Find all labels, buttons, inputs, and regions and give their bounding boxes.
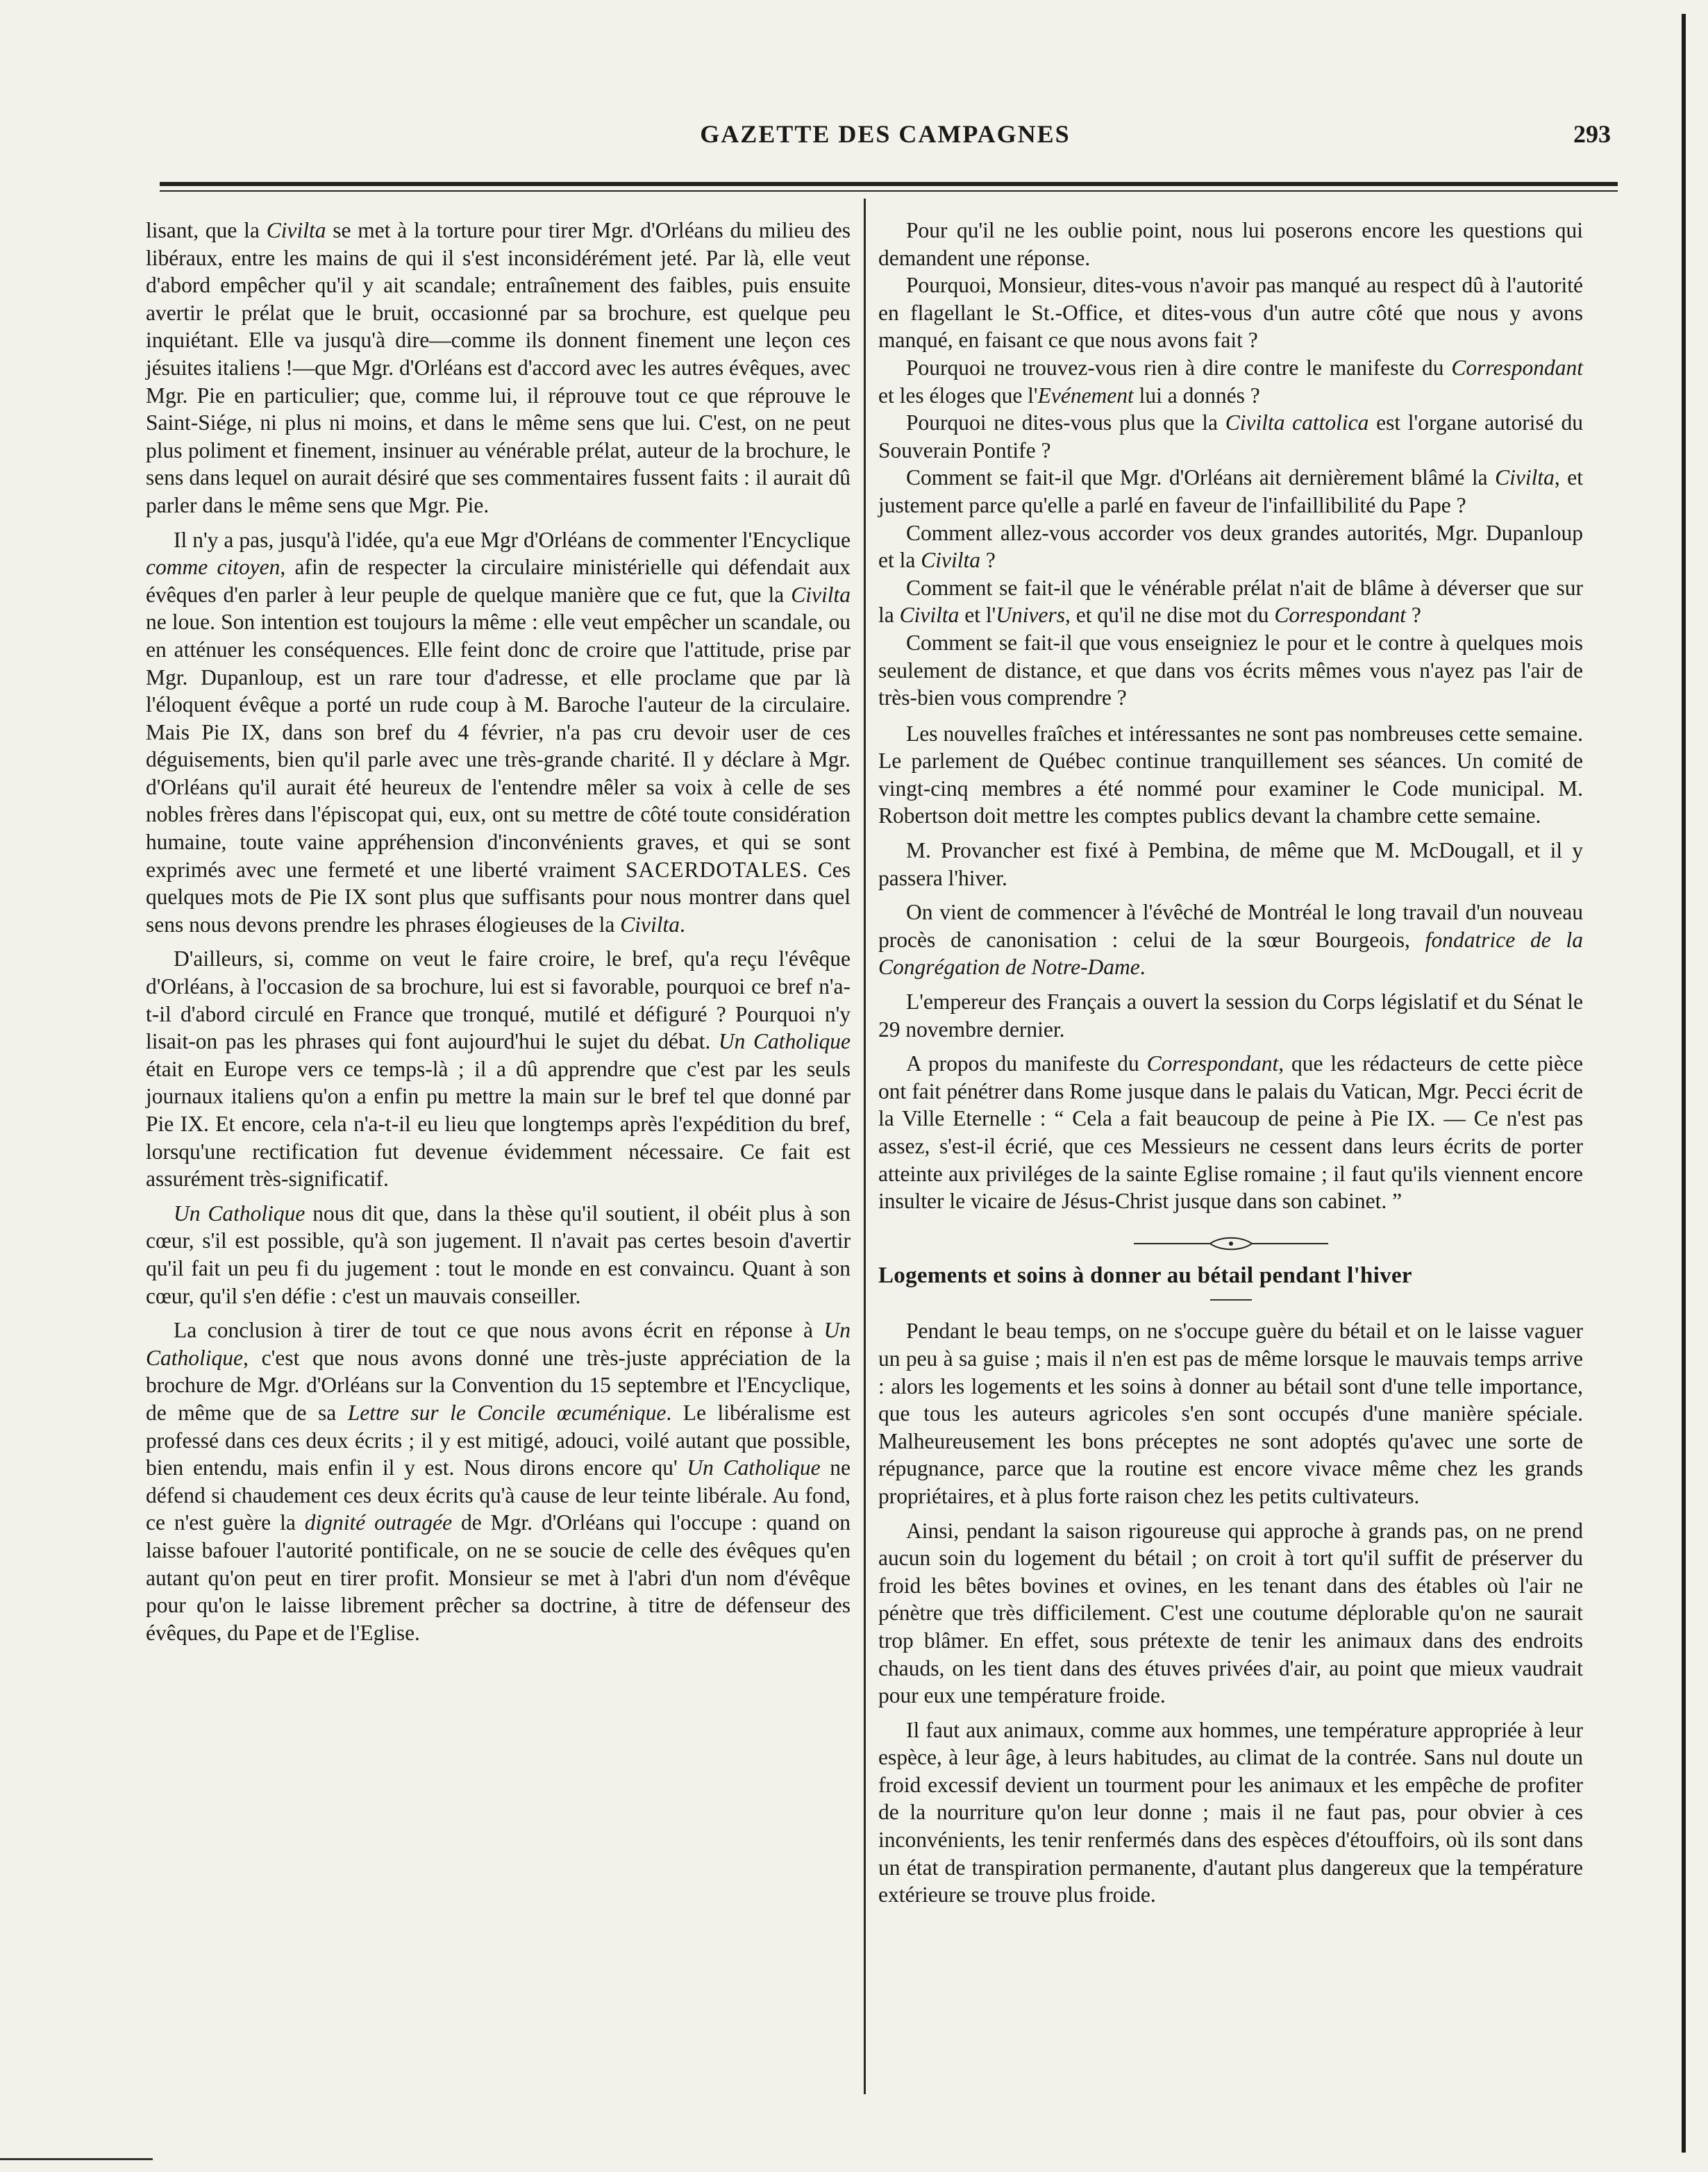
news-item — [878, 988, 1583, 1043]
text-run: nous dit que, dans la thèse qu'il soutient, il obéit plus à son cœur, s'il est possible, qu'à son jugement. Il n'avait pas certes besoin d'avertir qu'il fait un peu fi du jugement : tout le monde en est convaincu. Quant à son cœur, qu'il s'en défie : c'est un mauvais conseiller. — [146, 1201, 851, 1308]
italic-text: Civilta — [899, 603, 960, 628]
italic-text: Evénement — [1037, 383, 1134, 408]
text-run: , afin de respecter la circulaire ministérielle qui défendait aux évêques d'en parler à leur peuple de quelque manière que ce fut, que la — [146, 555, 851, 607]
italic-text: fondatrice de la Congrégation de Notre-Dame — [878, 927, 1584, 980]
question-item — [878, 629, 1583, 712]
question-item — [878, 574, 1583, 629]
article-paragraph — [878, 1317, 1583, 1510]
page-edge-border — [1682, 14, 1686, 2153]
text-run: se met à la torture pour tirer Mgr. d'Orléans du milieu des libéraux, entre les mains de qui il s'est inconsidérément jeté. Par là, elle veut d'abord empêcher qu'il y ait scandale; entraînement des faibles, puis ensuite avertir le prélat que le bruit, occasionné par sa brochure, est quelque peu inquiétant. Elle va jusqu'à dire—comme ils donnent finement une leçon ces jésuites italiens !—que Mgr. d'Orléans est d'accord avec les autres évêques, avec Mgr. Pie en particulier; que, comme lui, il réprouve tout ce que réprouve le Saint-Siége, ni plus ni moins, et dans le même sens que lui. C'est, on ne peut plus poliment et finement, insinuer au vénérable prélat, auteur de la brochure, le sens dans lequel on aurait désiré que ses commentaires fussent faits : il aurait dû parler dans le même sens que Mgr. Pie. — [146, 218, 851, 517]
text-run: de Mgr. d'Orléans qui l'occupe : quand on laisse bafouer l'autorité pontificale, on ne se soucie de celle des évêques qu'en autant qu'on peut en tirer profit. Monsieur se met à l'abri d'un nom d'évêque pour qu'on le laisse librement prêcher sa doctrine, à titre de défenseur des évêques, du Pape et de l'Eglise. — [146, 1510, 851, 1645]
italic-text: Civilta — [921, 548, 980, 573]
italic-text: Correspondant — [1451, 355, 1583, 380]
italic-text: Un Catholique — [718, 1029, 851, 1054]
italic-text: Un Catholique — [174, 1201, 305, 1226]
article-paragraph — [878, 1517, 1583, 1710]
text-run: . Le libéralisme est professé dans ces deux écrits ; il y est mitigé, adouci, voilé autant que possible, bien entendu, mais enfin il y est. Nous dirons encore qu' — [146, 1400, 851, 1480]
paragraph — [146, 1317, 851, 1646]
text-run: D'ailleurs, si, comme on veut le faire croire, le bref, qu'a reçu l'évêque d'Orléans, à l'occasion de sa brochure, lui est si favorable, pourquoi ce bref n'a-t-il d'abord circulé en France que tronqué, mutilé et défiguré ? Pourquoi n'y lisait-on pas les phrases qui font aujourd'hui le sujet du débat. — [146, 946, 851, 1054]
page-number: 293 — [1573, 120, 1611, 148]
text-run: ne loue. Son intention est toujours la même : elle veut empêcher un scandale, ou en atténuer les conséquences. Elle feint donc de croire que l'attitude, prise par Mgr. Dupanloup, est un rare tour d'adresse, et elle proclame que par là l'éloquent évêque a porté un rude coup à M. Baroche l'auteur de la circulaire. Mais Pie IX, dans son bref du 4 février, n'a pas cru devoir user de ces déguisements, bien qu'il parle avec une très-grande charité. Il y déclare à Mgr. d'Orléans qu'il aurait été heureux de l'entendre mêler sa voix à celle de ses nobles frères dans l'épiscopat qui, eux, ont su mettre de côté toute considération humaine, toute vaine appréhension d'inconvénients graves, et qui se sont exprimés avec une fermeté et une liberté vraiment — [146, 610, 851, 882]
text-run: , et qu'il ne dise mot du — [1065, 603, 1275, 628]
question-item — [878, 272, 1583, 354]
question-item — [878, 464, 1583, 519]
text-run: Comment se fait-il que Mgr. d'Orléans ait dernièrement blâmé la — [906, 465, 1496, 490]
text-run: Pourquoi ne dites-vous plus que la — [906, 410, 1225, 435]
italic-text: Un Catholique — [687, 1455, 821, 1480]
text-run: M. Provancher est fixé à Pembina, de même que M. McDougall, et il y passera l'hiver. — [878, 838, 1583, 890]
italic-text: Civilta cattolica — [1225, 410, 1369, 435]
text-run: Il n'y a pas, jusqu'à l'idée, qu'a eue Mgr d'Orléans de commenter l'Encyclique — [174, 527, 851, 552]
news-item — [878, 837, 1583, 892]
italic-text: Civilta — [266, 218, 326, 242]
questions-block — [878, 217, 1583, 712]
page-header — [160, 119, 1611, 154]
column-divider — [864, 199, 866, 2094]
text-run: Pourquoi ne trouvez-vous rien à dire contre le manifeste du — [906, 355, 1452, 380]
header-rule-thin — [160, 190, 1618, 192]
right-column — [878, 217, 1583, 1909]
text-run: . — [679, 912, 685, 937]
italic-text: comme citoyen — [146, 555, 281, 580]
italic-text: Civilta — [620, 912, 680, 937]
text-run: ? — [1406, 603, 1421, 628]
question-item — [878, 354, 1583, 409]
text-run: Comment allez-vous accorder vos deux grandes autorités, Mgr. Dupanloup et la — [878, 520, 1583, 573]
text-run: , et justement parce qu'elle a parlé en faveur de l'infaillibilité du Pape ? — [878, 465, 1583, 517]
text-run: est l'organe autorisé du Souverain Pontife ? — [878, 410, 1583, 462]
news-item — [878, 1050, 1583, 1215]
title-underline — [1210, 1299, 1252, 1301]
text-run: Les nouvelles fraîches et intéressantes ne sont pas nombreuses cette semaine. Le parlement de Québec continue tranquillement ses séances. Un comité de vingt-cinq membres a été nommé pour examiner le Code municipal. M. Robertson doit mettre les comptes publics devant la chambre cette semaine. — [878, 721, 1583, 828]
italic-text: Civilta — [791, 582, 851, 607]
italic-text: Correspondant — [1274, 603, 1407, 628]
text-run: ne défend si chaudement ces deux écrits qu'à cause de leur teinte libérale. Au fond, ce n'est guère la — [146, 1455, 851, 1535]
text-run: était en Europe vers ce temps-là ; il a dû apprendre que c'est par les seuls journaux italiens qu'on a enfin pu mettre la main sur le bref tel que donné par Pie IX. Et encore, cela n'a-t-il eu lieu que longtemps après l'expédition du bref, lorsqu'une rectification fut devenue évidemment nécessaire. Ce fait est assurément très-significatif. — [146, 1056, 851, 1192]
header-rule-thick — [160, 182, 1618, 186]
bottom-rule-fragment — [0, 2158, 153, 2160]
text-run: , c'est que nous avons donné une très-juste appréciation de la brochure de Mgr. d'Orléans sur la Convention du 15 septembre et l'Encyclique, de même que de sa — [146, 1345, 851, 1425]
article-paragraph — [878, 1716, 1583, 1909]
section-separator-ornament — [1127, 1235, 1335, 1253]
paragraph — [146, 217, 851, 519]
italic-text: Civilta — [1495, 465, 1555, 490]
news-item — [878, 720, 1583, 830]
text-run: Il faut aux animaux, comme aux hommes, une température appropriée à leur espèce, à leur âge, à leurs habitudes, au climat de la contrée. Sans nul doute un froid excessif devient un tourment pour les animaux et les empêche de profiter de la nourriture qu'on leur donne ; mais il ne faut pas, pour obvier à ces inconvénients, les tenir renfermés dans des espèces d'étouffoirs, où ils sont dans un état de transpiration permanente, d'autant plus dangereux que la température extérieure se trouve plus froide. — [878, 1717, 1583, 1907]
article-body — [878, 1317, 1583, 1908]
text-run: A propos du manifeste du — [906, 1051, 1147, 1076]
text-run: et l' — [959, 603, 996, 628]
news-item — [878, 899, 1583, 981]
text-run: , que les rédacteurs de cette pièce ont fait pénétrer dans Rome jusque dans le palais du Vatican, Mgr. Pecci écrit de la Ville Eternelle : “ Cela a fait beaucoup de peine à Pie IX. — Ce n'est pas assez, s'est-il écrié, que ces Messieurs ne cessent dans leurs écrits de porter atteinte aux priviléges de la sainte Eglise romaine ; il faut qu'ils viennent encore insulter le vicaire de Jésus-Christ jusque dans son cabinet. ” — [878, 1051, 1583, 1214]
italic-text: Un Catholique — [146, 1318, 851, 1370]
text-run: L'empereur des Français a ouvert la session du Corps législatif et du Sénat le 29 novembre dernier. — [878, 989, 1583, 1042]
question-item — [878, 409, 1583, 464]
article-title: Logements et soins à donner au bétail pendant l'hiver — [878, 1262, 1412, 1288]
text-run: Pourquoi, Monsieur, dites-vous n'avoir pas manqué au respect dû à l'autorité en flagellant le St.-Office, et dites-vous d'un autre côté que nous y avons manqué, en faisant ce que nous avons fait ? — [878, 273, 1583, 353]
text-run: Pour qu'il ne les oublie point, nous lui poserons encore les questions qui demandent une réponse. — [878, 218, 1583, 270]
text-run: SACERDOTALES — [625, 857, 803, 882]
text-run: Comment se fait-il que vous enseigniez le pour et le contre à quelques mois seulement de distance, et que dans vos écrits mêmes vous n'ayez pas l'air de très-bien vous comprendre ? — [878, 630, 1583, 710]
text-run: lisant, que la — [146, 218, 267, 242]
text-run: La conclusion à tirer de tout ce que nous avons écrit en réponse à — [174, 1318, 824, 1343]
italic-text: dignité outragée — [304, 1510, 453, 1535]
paragraph — [146, 945, 851, 1192]
text-run: . Ces quelques mots de Pie IX sont plus que suffisants pour nous montrer dans quel sens nous devons prendre les phrases élogieuses de la — [146, 857, 851, 937]
italic-text: Lettre sur le Concile œcuménique — [347, 1400, 667, 1425]
paragraph — [146, 526, 851, 939]
text-run: ? — [980, 548, 996, 573]
question-item — [878, 217, 1583, 272]
question-item — [878, 519, 1583, 574]
text-run: On vient de commencer à l'évêché de Montréal le long travail d'un nouveau procès de canonisation : celui de la sœur Bourgeois, — [878, 900, 1583, 952]
italic-text: Univers — [996, 603, 1066, 628]
text-run: . — [1139, 955, 1146, 980]
masthead-title: GAZETTE DES CAMPAGNES — [700, 120, 1071, 148]
news-block — [878, 720, 1583, 1215]
text-run: Ainsi, pendant la saison rigoureuse qui approche à grands pas, on ne prend aucun soin du logement du bétail ; on croit à tort qu'il suffit de préserver du froid les bêtes bovines et ovines, en les tenant dans des étables où l'air ne pénètre que très difficilement. C'est une coutume déplorable qu'on ne saurait trop blâmer. En effet, sous prétexte de tenir les animaux dans des endroits chauds, on les tient dans des étuves privées d'air, au point que mieux vaudrait pour eux une température froide. — [878, 1518, 1583, 1708]
left-column — [146, 217, 851, 1646]
paragraph — [146, 1200, 851, 1310]
italic-text: Correspondant — [1146, 1051, 1279, 1076]
text-run: Comment se fait-il que le vénérable prélat n'ait de blâme à déverser que sur la — [878, 575, 1583, 628]
text-run: et les éloges que l' — [878, 383, 1038, 408]
text-run: Pendant le beau temps, on ne s'occupe guère du bétail et on le laisse vaguer un peu à sa guise ; mais il n'en est pas de même lorsque le mauvais temps arrive : alors les logements et les soins à donner au bétail sont d'une telle importance, que tous les auteurs agricoles s'en sont occupés d'une manière spéciale. Malheureusement les bons préceptes ne sont adoptés qu'avec une sorte de répugnance, parce que la routine est encore vivace même chez les grands propriétaires, et à plus forte raison chez les petits cultivateurs. — [878, 1319, 1583, 1508]
text-run: lui a donnés ? — [1133, 383, 1260, 408]
